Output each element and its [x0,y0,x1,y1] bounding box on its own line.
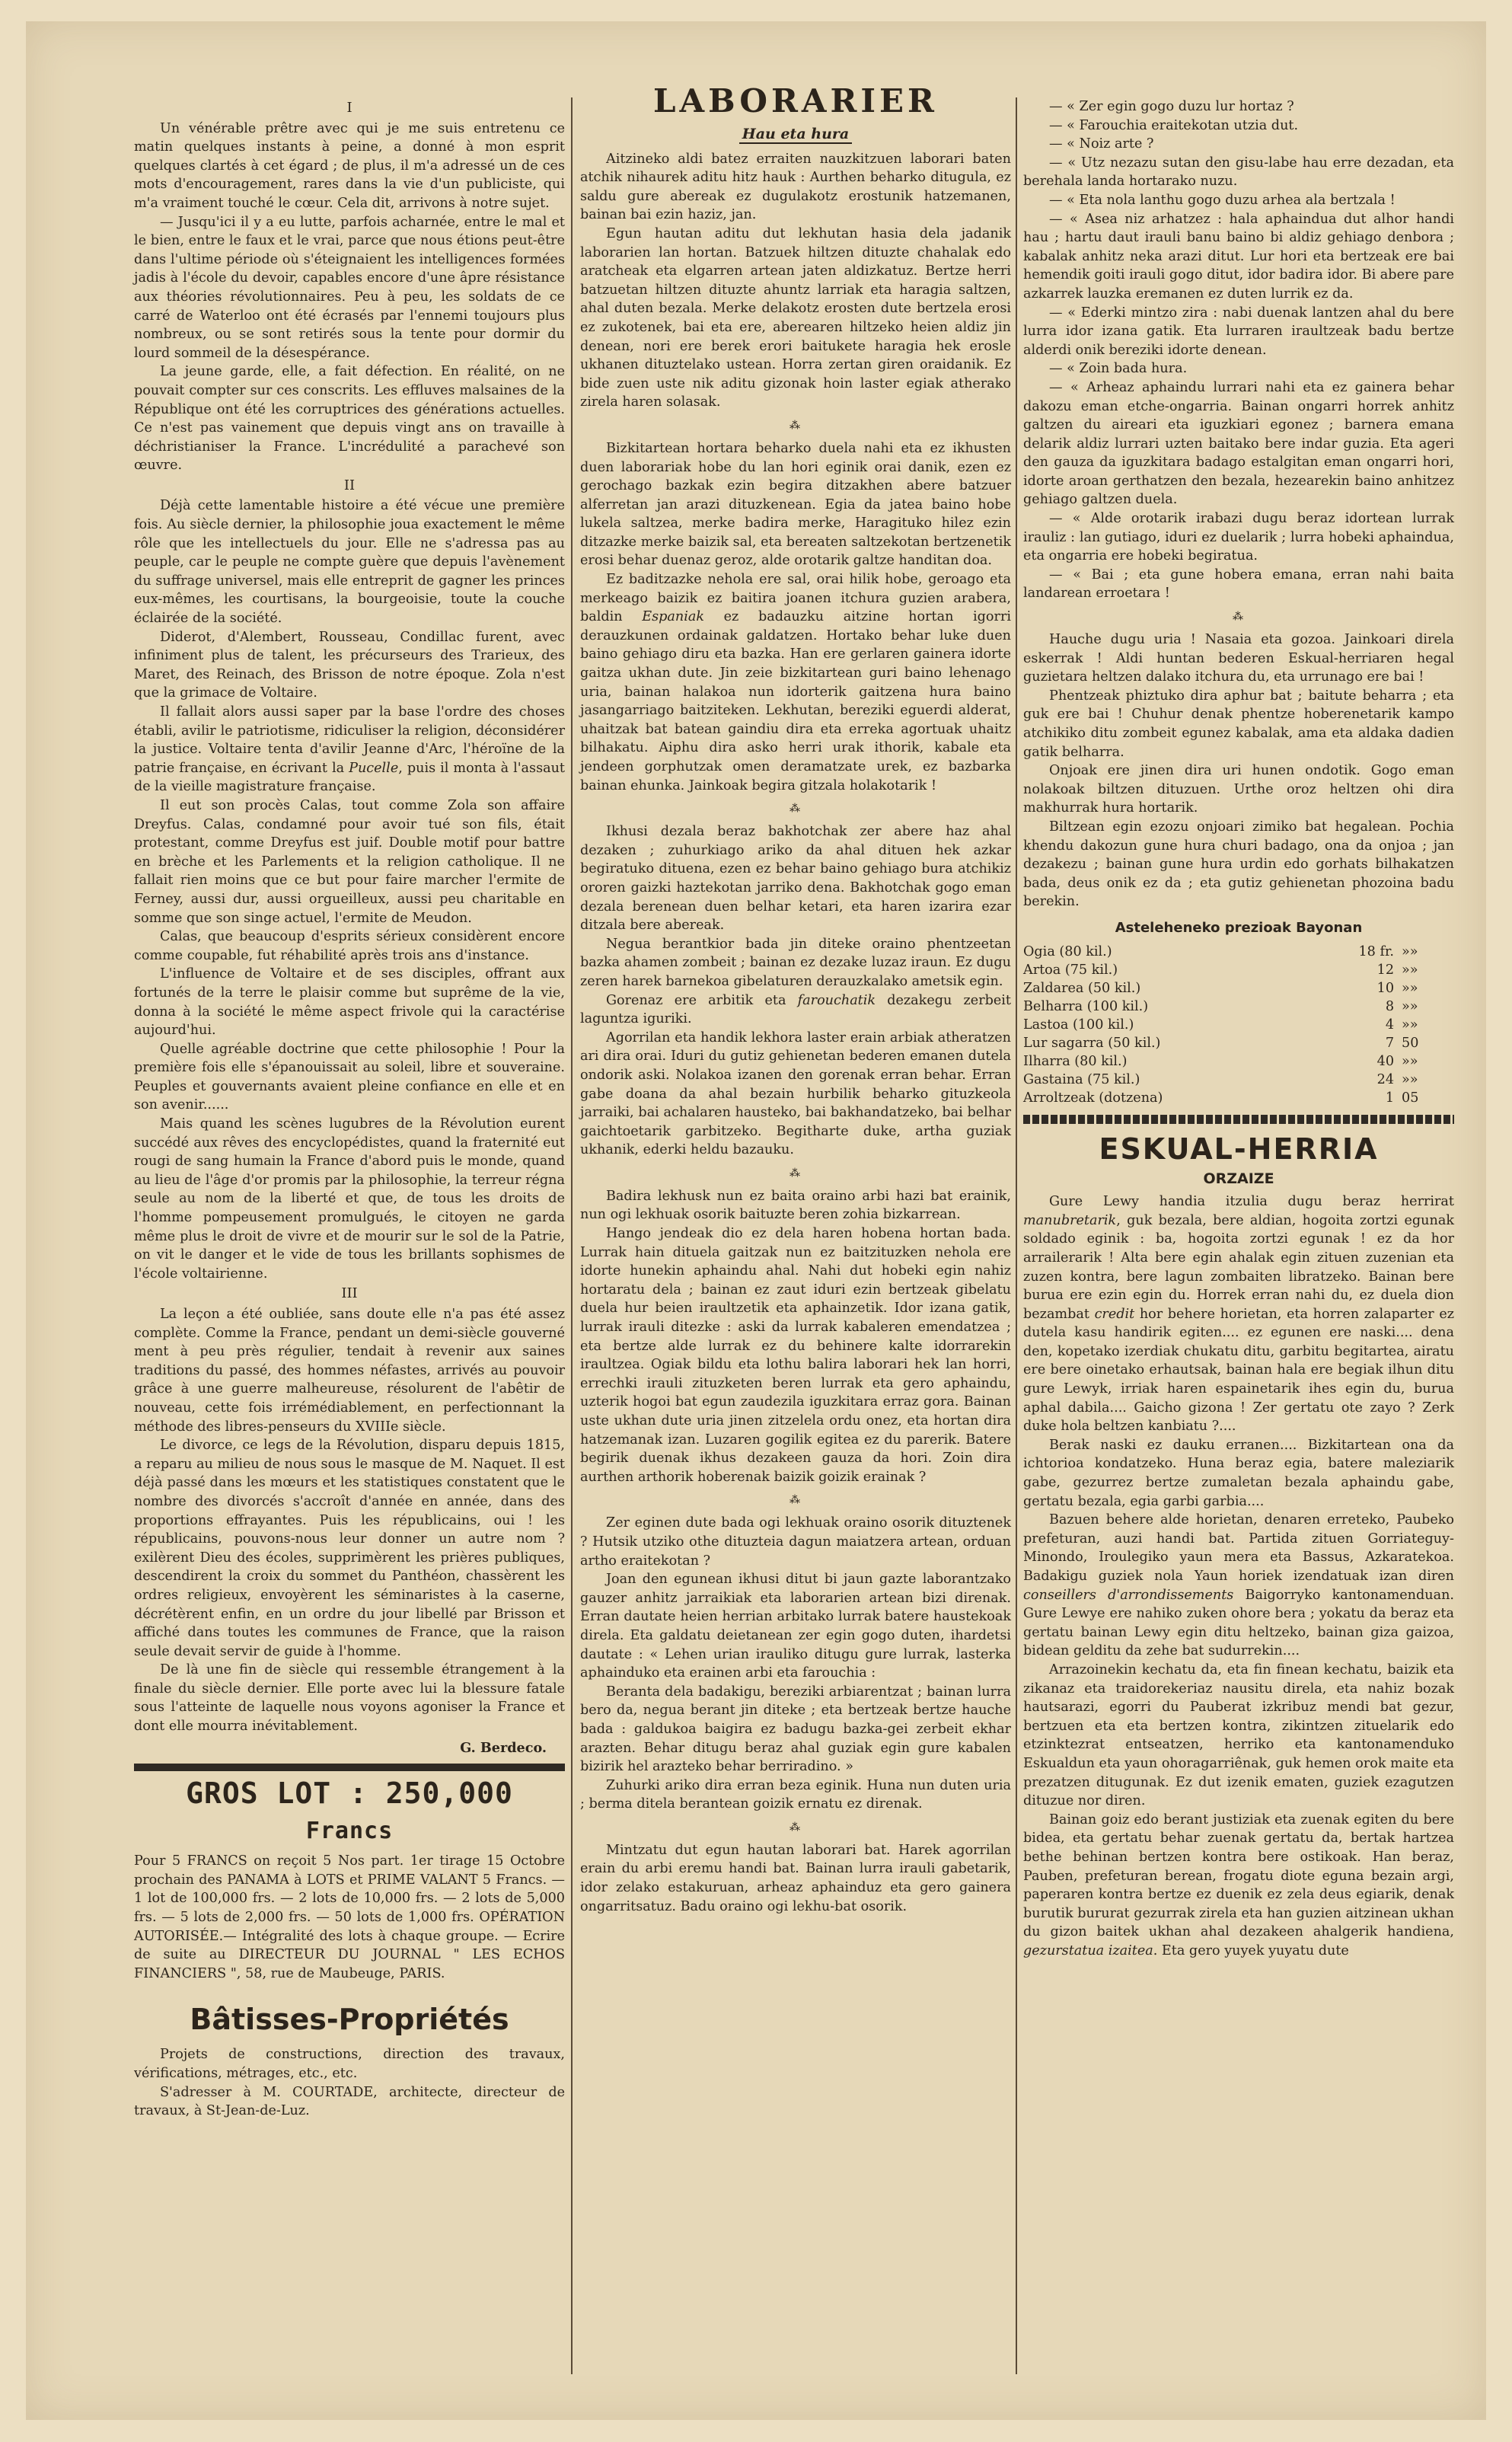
asterism-divider: ⁂ [789,419,802,432]
text-run: Gorenaz ere arbitik eta [606,992,798,1008]
asterism-divider: ⁂ [789,803,802,816]
asterism-divider: ⁂ [789,1821,802,1834]
ad-text: Projets de constructions, direction des travaux, vérifications, métrages, etc., etc. [134,2047,565,2081]
paragraph: La jeune garde, elle, a fait défection. En réalité, on ne pouvait compter sur ces conscrits. Les effluves malsaines de la République ont été les corruptrices des générations actuelles. Ce n'est pas vainement que depuis vingt ans on travaille à déchristianiser la France. L'incrédulité a parachevé son œuvre. [134,364,565,474]
text-run: dezakegu zerbeit laguntza iguriki. [580,992,1011,1027]
dialogue-line: — « Farouchia eraitekotan utzia dut. [1049,117,1299,133]
paragraph: Le divorce, ce legs de la Révolution, disparu depuis 1815, a reparu au milieu de nous sous le masque de M. Naquet. Il est déjà passé dans les mœurs et les statistiques constatent que le nombre des divorcés s'accroît d'année en année, dans des proportions effrayantes. Puis les républicains, oui ! les républicains, pouvons-nous leur donner un autre nom ? exilèrent Dieu des écoles, supprimèrent les prières publiques, descendirent la croix du sommet du Panthéon, chassèrent les ordres religieux, envoyèrent les séminaristes à la caserne, décrétèrent enfin, en un ordre du jour libellé par Brisson et affiché dans toutes les communes de France, que la raison seule devait servir de guide à l'homme. [134,1438,565,1659]
dialogue-line: — « Arheaz aphaindu lurrari nahi eta ez gainera behar dakozu eman etche-ongarria. Bainan ongarri horrek anhitz galtzen du aireari eta iguzkiari egonez ; barnera emana delarik aldiz lurrari uzten baitako bere indar guzia. Eta ageri den gauza da iguzkitara badago estalgitan eman ongarri hori, idorte aroan gerthatzen den bezala, hezearekin baino anhitzez gehiago galtzen duela. [1023,379,1454,508]
asterism-divider: ⁂ [789,1494,802,1507]
price-row [1023,1016,1454,1034]
ad-heading-text: GROS LOT : 250,000 [186,1776,513,1811]
dialogue-line: — « Alde orotarik irabazi dugu beraz idortean lurrak irauliz : lan gutiago, iduri ez duelarik ; lurra hobeki aphaindua, eta ongarria ere hobeki begiratua. [1023,511,1454,564]
paragraph: Arrazoinekin kechatu da, eta fin finean kechatu, baizik eta zikanaz eta traidorekeriaz nausitu direla, eta nahiz bozak hautsarazi, egorri du Pauberat izkribuz mendi bat gezur, bertzuen eta eta bertzen kontra, zikintzen zituelarik edo etzinktezrat entseatzen, herriko eta kantonamenduko Eskualdun eta yaun ohoragarriênak, guk hemen orok maite eta prezatzen ditugunak. Ez dut izenik ematen, guziek ezagutzen dituzue nor diren. [1023,1662,1454,1809]
dialogue-line: — « Zer egin gogo duzu lur hortaz ? [1049,99,1294,114]
italic-word: farouchatik [797,992,876,1008]
price-francs: 12 [1376,962,1395,978]
dialogue-line: — « Zoin bada hura. [1049,361,1188,377]
column-french-article [134,97,565,2121]
dialogue-line: — « Noiz arte ? [1049,136,1154,152]
paragraph: Il eut son procès Calas, tout comme Zola son affaire Dreyfus. Calas, condamné pour avoir tué son fils, était protestant, comme Dreyfus est juif. Double motif pour battre en brèche et les Parlements et la religion catholique. Il ne fallait rien moins que ce but pour faire marcher l'ermite de Ferney, aussi dur, aussi orgueilleux, aussi peu charitable en somme que son singe actuel, l'ermite de Meudon. [134,797,565,926]
lottery-ad-heading [134,1776,565,1849]
ad-heading-currency: Francs [305,1818,394,1845]
price-row [1023,1089,1454,1107]
text-run: hor behere horietan, eta horren zalaparter ez dutela kasu handirik egiten.... ez egunen ere naski.... dena den, kopetako izerdiak chukatu ditu, garbitu begitartea, airatu ere bere oinetako erhautsak, bainan hala ere begiak ilhun ditu gure Lewyk, irriak haren espainetarik ihes egin du, burua aphal dabila.... Gaicho gizona ! Zer gertatu ote zayo ? Zerk duke hola beltzen kanbiatu ?.... [1023,1306,1454,1435]
paragraph: Berak naski ez dauku erranen.... Bizkitartean ona da ichtorioa kondatzeko. Huna beraz egia, batere maleziarik gabe, gezurrez bertze zumaletan bezala aphaindu gabe, gertatu bezala, egia garbi garbia.... [1023,1437,1454,1509]
paragraph: Un vénérable prêtre avec qui je me suis entretenu ce matin quelques instants à peine, a donné à mon esprit quelques clartés à cet égard ; de plus, il m'a adressé un de ces mots d'encouragement, rares dans la vie d'un publiciste, qui m'a vraiment touché le cœur. Cela dit, arrivons à notre sujet. [134,120,565,211]
paragraph: Bizkitartean hortara beharko duela nahi eta ez ikhusten duen laborariak hobe du lan hori eginik orai danik, ezen ez gerochago bazkak ezin begira ditzakhen abere batzuer alferretan jan arazi dituzkenean. Egia da jatea baino hobe lukela saltzea, merke badira merke, Haragituko hilez ezin ditzazke merke baizik sal, eta bereaten saltzekotan bertzenetik erosi behar duenaz geroz, alde orotarik galtze handitan doa. [580,440,1011,569]
paragraph: Negua berantkior bada jin diteke oraino phentzeetan bazka ahamen zombeit ; bainan ez dezake luzaz iraun. Ez dugu zeren harek barnekoa gibelaturen derauzkalako ametsik egin. [580,936,1011,989]
dialogue-line: — « Utz nezazu sutan den gisu-labe hau erre dezadan, eta berehala landa hortarako nuzu. [1023,155,1454,190]
text-run: Baigorryko kantonamenduan. Gure Lewye ere nahiko zuken ohore bera ; yokatu da beraz eta gertatu bainan Lewy egin ditu heltzeko, bainan giza gaizoa, bidean gelditu da zehe bat sudurrekin.... [1023,1587,1454,1659]
section-number: II [343,477,356,493]
paragraph [1023,1811,1454,1961]
dialogue-line: — « Asea niz arhatzez : hala aphaindua dut alhor handi hau ; hartu daut irauli banu baino bi aldiz gehiago denbora ; kabalak anhitz neka arazi ditut. Lur hori eta bertzeak ere bai hemendik goiti irauli gogo ditut, idor badira idor. Bi abere pare azkarrek lauzka eremanen ez duten lurrik ez da. [1023,211,1454,302]
paragraph: Joan den egunean ikhusi ditut bi jaun gazte laborantzako gauzer anhitz jarraikiak eta laborarien artean bizi direnak. Erran dautate heien herrian arbitako lurrak batere haustekoak direla. Eta galdatu deietanean zer egin gogo duten, ihardetsi dautate : « Lehen urian irauliko ditugu gure lurrak, lasterka aphainduko eta erainen arbi eta farouchia : [580,1572,1011,1681]
price-francs: 40 [1376,1053,1395,1069]
paragraph: Egun hautan aditu dut lekhutan hasia dela jadanik laborarien lan hortan. Batzuek hiltzen dituzte chahalak edo aratcheak eta elgarren artean jaten aldizkatuz. Bertze herri batzuetan hiltzen dituzte ahuntz larriak eta haragia saltzen, ahal duten bezala. Merke delakotz erosten dute bertzela erosi ez zukotenek, bai eta ere, aberearen hiltzeko heien aldiz jin denean, nori ere berek erori baitukete haragia hek erosle ukhanen dituztelako ustean. Horra zertan giren oraidanik. Ez bide zuen uste nik aditu gizonak hoin laster egiak atherako zirela haren solasak. [580,225,1011,410]
italic-word: credit [1094,1306,1135,1322]
price-francs: 10 [1376,980,1395,996]
text-run: Bainan goiz edo berant justiziak eta zuenak egiten du bere bidea, eta gertatu behar zuenak gertatu da, bertak hartzea bethe behinan bertzen kontra bere ostikoak. Han beraz, Pauben, prefeturan berean, frogatu diote eguna bezain argi, paperaren kontra bertze ez duenik ez zela deus egiarik, denak burutik bururat gezurrak zirela eta han guzien aitzinean ukhan du gizon baitek ukhan ahal dezakeen ahalgerik handiena, [1023,1812,1454,1940]
separator-bar [1023,1115,1454,1124]
paragraph: Zer eginen dute bada ogi lekhuak oraino osorik dituztenek ? Hutsik utziko othe dituzteia dagun maiatzera artean, orduan artho eraitekotan ? [580,1515,1011,1569]
italic-word: manubretarik [1023,1212,1117,1228]
batisses-ad-heading: Bâtisses-Propriétés [190,2003,509,2037]
column-rule-right [1016,97,1017,2374]
paragraph: Badira lekhusk nun ez baita oraino arbi hazi bat erainik, nun ogi lekhuak osorik baituzte beren zohia bizkarrean. [580,1188,1011,1223]
italic-title: Pucelle [349,760,399,776]
section-number: III [341,1285,358,1302]
price-francs: 4 [1385,1017,1395,1033]
paragraph [1023,1192,1454,1436]
price-item: Arroltzeak (dotzena) [1023,1090,1163,1106]
italic-word: gezurstatua izaitea [1023,1942,1153,1958]
paragraph: Ikhusi dezala beraz bakhotchak zer abere haz ahal dezaken ; zuhurkiago ariko da ahal dituen hek azkar begiratuko dituena, ezen ez behar baino gehiago bura atchikiz ororen gaizki haztekotan jarriko dena. Bakhotchak gogo eman dezala berenean duen belhar ketari, eta haren izarira ezar ditzala bere abereak. [580,824,1011,934]
dialogue-line: — « Bai ; eta gune hobera emana, erran nahi baita landarean erroetara ! [1023,567,1454,602]
price-row [1023,961,1454,979]
price-francs: 18 fr. [1358,943,1395,959]
price-francs: 8 [1385,998,1395,1014]
price-item: Gastaina (75 kil.) [1023,1071,1140,1087]
price-item: Ilharra (80 kil.) [1023,1053,1128,1069]
section-subheading: ORZAIZE [1203,1170,1274,1187]
section-masthead: ESKUAL-HERRIA [1099,1132,1379,1166]
ad-text: Pour 5 FRANCS on reçoit 5 Nos part. 1er tirage 15 Octobre prochain des PANAMA à LOTS et PRIME VALANT 5 Francs. — 1 lot de 100,000 frs. — 2 lots de 10,000 frs. — 2 lots de 5,000 frs. — 5 lots de 2,000 frs. — 50 lots de 1,000 frs. OPÉRATION AUTORISÉE.— Intégralité des lots à chaque groupe. — Ecrire de suite au DIRECTEUR DU JOURNAL " LES ECHOS FINANCIERS ", 58, rue de Maubeuge, PARIS. [134,1853,565,1981]
price-cents: »» [1402,962,1418,978]
price-item: Lastoa (100 kil.) [1023,1017,1134,1033]
paragraph: Phentzeak phiztuko dira aphur bat ; baitute beharra ; eta guk ere bai ! Chuhur denak phentze hoberenetarik kampo atchikiko ditu zombeit egunez kabalak, ama eta aldaka dadien gatik belharra. [1023,688,1454,760]
prices-title: Asteleheneko prezioak Bayonan [1115,919,1363,936]
paragraph [580,570,1011,795]
price-row [1023,998,1454,1016]
price-item: Ogia (80 kil.) [1023,943,1112,959]
price-item: Artoa (75 kil.) [1023,962,1118,978]
price-cents: »» [1402,943,1418,959]
paragraph: Mintzatu dut egun hautan laborari bat. Harek agorrilan erain du arbi eremu handi bat. Bainan lurra irauli gabetarik, idor zelako estakuruan, arheaz aphainduz eta gero gainera ongarritsatuz. Badu oraino ogi lekhu-bat osorik. [580,1842,1011,1914]
text-run: Gure Lewy handia itzulia dugu beraz herrirat [1049,1194,1454,1210]
paragraph: Biltzean egin ezozu onjoari zimiko bat hegalean. Pochia khendu dakozun gune hura churi badago, ona da onjoa ; jan dezakezu ; bainan gune hura urdin edo gorhats bilhakatzen bada, deus onik ez da ; eta gutiz gehienetan phozoina badu berekin. [1023,819,1454,910]
price-row [1023,1052,1454,1071]
price-row [1023,943,1454,961]
italic-word: conseillers d'arrondissements [1023,1587,1234,1603]
paragraph: L'influence de Voltaire et de ses disciples, offrant aux fortunés de la terre le plaisir comme but suprême de la vie, donna à la société le même aspect frivole qui la caractérise aujourd'hui. [134,966,565,1039]
price-row [1023,979,1454,998]
paragraph [134,703,565,796]
column-right [1023,97,1454,1960]
paragraph: Zuhurki ariko dira erran beza eginik. Huna nun duten uria ; berma ditela berantean goizik ernatu ez direnak. [580,1777,1011,1812]
price-francs: 7 [1385,1035,1395,1051]
price-row [1023,1071,1454,1089]
section-subheading [580,125,1011,144]
price-cents: »» [1402,1071,1418,1087]
text-run: Ez baditzazke nehola ere sal, orai hilik hobe, geroago eta merkeago baizik ez baitira joanen itchura guzien arabera, baldin [580,572,1011,625]
newspaper-page [26,21,1486,2420]
prices-table [1023,943,1454,1107]
price-francs: 1 [1385,1090,1395,1106]
section-number: I [346,100,352,116]
paragraph: Mais quand les scènes lugubres de la Révolution eurent succédé aux rêves des encyclopédistes, quand la fraternité eut rougi de sang humain la France d'abord puis le monde, quand au lieu de l'âge d'or promis par la philosophie, la terreur régna seule au nom de la liberté et que, de tous les droits de l'homme pompeusement promulgués, le citoyen ne garda même plus le droit de vivre et de mourir sur le sol de la Patrie, on vit le danger et le vide de tous les brillants sophismes de l'école voltairienne. [134,1116,565,1282]
asterism-divider: ⁂ [789,1167,802,1180]
paragraph [580,991,1011,1029]
text-run: , guk bezala, bere aldian, hogoita zortzi egunak soldado eginik : ba, hogoita zortzi egunak ! ez da hor arrailerarik ! Alta bere egin ahalak egin zituen zuzenian eta zuzen kontra, bere lagun zombaiten libratzeko. Bainan bere burua ere ezin egin du. Horrek erran nahi du, ez duela dion bezambat [1023,1212,1454,1322]
price-francs: 24 [1376,1071,1395,1087]
paragraph: Calas, que beaucoup d'esprits sérieux considèrent encore comme coupable, fut réhabilité après trois ans d'instance. [134,929,565,963]
column-rule-left [571,97,573,2374]
author-signature: G. Berdeco. [460,1739,547,1756]
paragraph: La leçon a été oubliée, sans doute elle n'a pas été assez complète. Comme la France, pendant un demi-siècle gouverné ment à peu près régulier, tendait à revenir aux saines traditions du passé, des hommes néfastes, arrivés au pouvoir grâce à une guerre malheureuse, résolurent de l'abêtir de nouveau, cette fois irrémédiablement, en perfectionnant la méthode des libres-penseurs du XVIIIe siècle. [134,1307,565,1435]
price-cents: »» [1402,980,1418,996]
asterism-divider: ⁂ [1233,611,1245,624]
text-run: Il fallait alors aussi saper par la base l'ordre des choses établi, avilir le patriotisme, ridiculiser la religion, déconsidérer la justice. Voltaire tenta d'avilir Jeanne d'Arc, l'héroïne de la patrie française, en écrivant la [134,704,565,776]
dialogue-line: — « Ederki mintzo zira : nabi duenak lantzen ahal du bere lurra idor izana gatik. Eta lurraren iraultzeak badu bertze alderdi onik bereziki idorte denean. [1023,305,1454,358]
lottery-ad-body [134,1852,565,1983]
separator-bar [134,1764,565,1771]
dialogue-line: — « Eta nola lanthu gogo duzu arhea ala bertzala ! [1049,192,1396,208]
text-run: , puis il monta à l'assaut de la vieille magistrature française. [134,760,565,795]
paragraph: De là une fin de siècle qui ressemble étrangement à la finale du siècle dernier. Elle porte avec lui la blessure fatale sous l'atteinte de laquelle nous voyons agoniser la France et dont elle mourra inévitablement. [134,1662,565,1735]
paragraph: Beranta dela badakigu, bereziki arbiarentzat ; bainan lurra bero da, negua berant jin diteke ; eta bertzeak bertze hauche bada : galdukoa baigira ez badugu bazka-gei zerbeit ekhar arazten. Behar ditugu beraz ahal guziak egin gure kabalen bizirik hel arazteko behar berriradino. » [580,1684,1011,1775]
price-item: Lur sagarra (50 kil.) [1023,1035,1161,1051]
paragraph: Diderot, d'Alembert, Rousseau, Condillac furent, avec infiniment plus de talent, les précurseurs des Trarieux, des Maret, des Reinach, des Brisson de notre époque. Zola n'est que la grimace de Voltaire. [134,629,565,701]
price-cents: »» [1402,1053,1418,1069]
column-laborarier [580,82,1011,1916]
paragraph: Onjoak ere jinen dira uri hunen ondotik. Gogo eman nolakoak biltzen dituzuen. Urthe oroz heltzen ohi dira makhurrak hura hortarik. [1023,763,1454,816]
price-item: Belharra (100 kil.) [1023,998,1149,1014]
subheading-text: Hau eta hura [739,126,852,144]
price-item: Zaldarea (50 kil.) [1023,980,1141,996]
text-run: Bazuen behere alde horietan, denaren erreteko, Paubeko prefeturan, auzi handi bat. Partida zituen Gorriateguy-Minondo, Iroulegiko yaun mera eta Bassus, Azkaratekoa. Badakigu guziek nola Yaun horiek izendatuak izan diren [1023,1512,1454,1584]
paragraph: Déjà cette lamentable histoire a été vécue une première fois. Au siècle dernier, la philosophie joua exactement le même rôle que les intellectuels du jour. Elle ne s'adressa pas au peuple, car le peuple ne compte guère que depuis l'avènement du suffrage universel, mais elle entreprit de gagner les princes eux-mêmes, les courtisans, la bourgeoisie, toute la couche éclairée de la société. [134,498,565,627]
paragraph: Quelle agréable doctrine que cette philosophie ! Pour la première fois elle s'épanouissait au soleil, libre et souveraine. Peuples et gouvernants avaient pleine confiance en elle et en son avenir...... [134,1041,565,1113]
paragraph: Hango jendeak dio ez dela haren hobena hortan bada. Lurrak hain dituela gaitzak nun ez baitzituzken nehola ere idorte hunekin aphaindu ahal. Nahi dut hobeki egin nahiz hortaratu dela ; bainan ez zaut iduri ezin bertzeak gibelatu duela hur beien iraultzetik eta aphainzetik. Idor izana gatik, lurrak irauli ditezke : aski da lurrak kabaleren emendatzea ; eta bertze alde lurrak ez du behinere kalte idorrarekin iraultzea. Ogiak bildu eta lothu balira laborari hek lan horri, errechki irauli zituzketen beren lurrak eta gero aphaindu, uzterik hogoi bat egun zaudezila iguzkitara erraz gora. Bainan uste ukhan dute uria jinen zitzelela ordu onez, eta hortan dira hatzemanak izan. Luzaren gogilik egitea ez du parerik. Batere begirik duenak ikhus dezakeen gauza da hori. Zoin dira aurthen arthorik hoberenak baizik goizik erainak ? [580,1226,1011,1485]
paragraph: Aitzineko aldi batez erraiten nauzkitzuen laborari baten atchik nihaurek aditu hitz hauk : Aurthen beharko ditugula, ez saldu gure abereak ez dugulakotz erostunik hatzemanen, bainan bai ezin haziz, jan. [580,151,1011,223]
paragraph [1023,1511,1454,1661]
paragraph: Agorrilan eta handik lekhora laster erain arbiak atheratzen ari dira orai. Iduri du gutiz gehienetan bederen emanen dutela ondorik aski. Nolakoa izanen den gorenak erran behar. Erran gabe doana da ahal bezain hurbilik beharko gituzkeola jarraiki, bai achalaren hausteko, bai bakhandatzeko, bai belhar gaichtoetarik garbitzeko. Begitharte duke, artha guziak ukhanik, ederki heldu bazauku. [580,1029,1011,1158]
price-cents: 50 [1402,1035,1419,1051]
paragraph: — Jusqu'ici il y a eu lutte, parfois acharnée, entre le mal et le bien, entre le faux et le vrai, parce que nous étions peut-être dans l'ultime période où s'éteignaient les intelligences formées jadis à l'école du devoir, capables encore d'une âpre résistance aux théories révolutionnaires. Peu à peu, les soldats de ce carré de Waterloo ont été écrasés par l'ennemi toujours plus nombreux, ou se sont retirés sous la tente pour dormir du lourd sommeil de la désespérance. [134,214,565,361]
price-cents: »» [1402,998,1418,1014]
italic-word: Espaniak [642,609,704,625]
price-cents: »» [1402,1017,1418,1033]
price-cents: 05 [1402,1090,1419,1106]
paragraph: Hauche dugu uria ! Nasaia eta gozoa. Jainkoari direla eskerrak ! Aldi huntan bederen Eskual-herriaren hegal guzietara heltzen dalako itchura du, eta urrunago ere bai ! [1023,632,1454,685]
text-run: ez badauzku aitzine hortan igorri derauzkunen ordainak galdatzen. Hortako behar luke duen baino gehiago diru eta bazka. Han ere gerlaren gainera idorte gaitza ukhan dute. Jin zeie bizkitartean guri baino lehenago uria, bainan halakoa nun idorterik gaitzena hura baino jasangarriago baitziteken. Lekhutan, bereziki eguerdi alderat, uhaitzak bat batean gaindiu dira eta erreka agortuak uhaitz bilhakatu. Aiphu dira asko herri urak ithorik, kabale eta jendeen gorphutzak omen deramatzate urek, ez bazbarka bainan ehunka. Jainkoak begira gitzala holakotarik ! [580,609,1011,793]
text-run: . Eta gero yuyek yuyatu dute [1153,1942,1349,1958]
price-row [1023,1034,1454,1052]
section-masthead: LABORARIER [653,82,938,120]
ad-text: S'adresser à M. COURTADE, architecte, directeur de travaux, à St-Jean-de-Luz. [134,2084,565,2119]
